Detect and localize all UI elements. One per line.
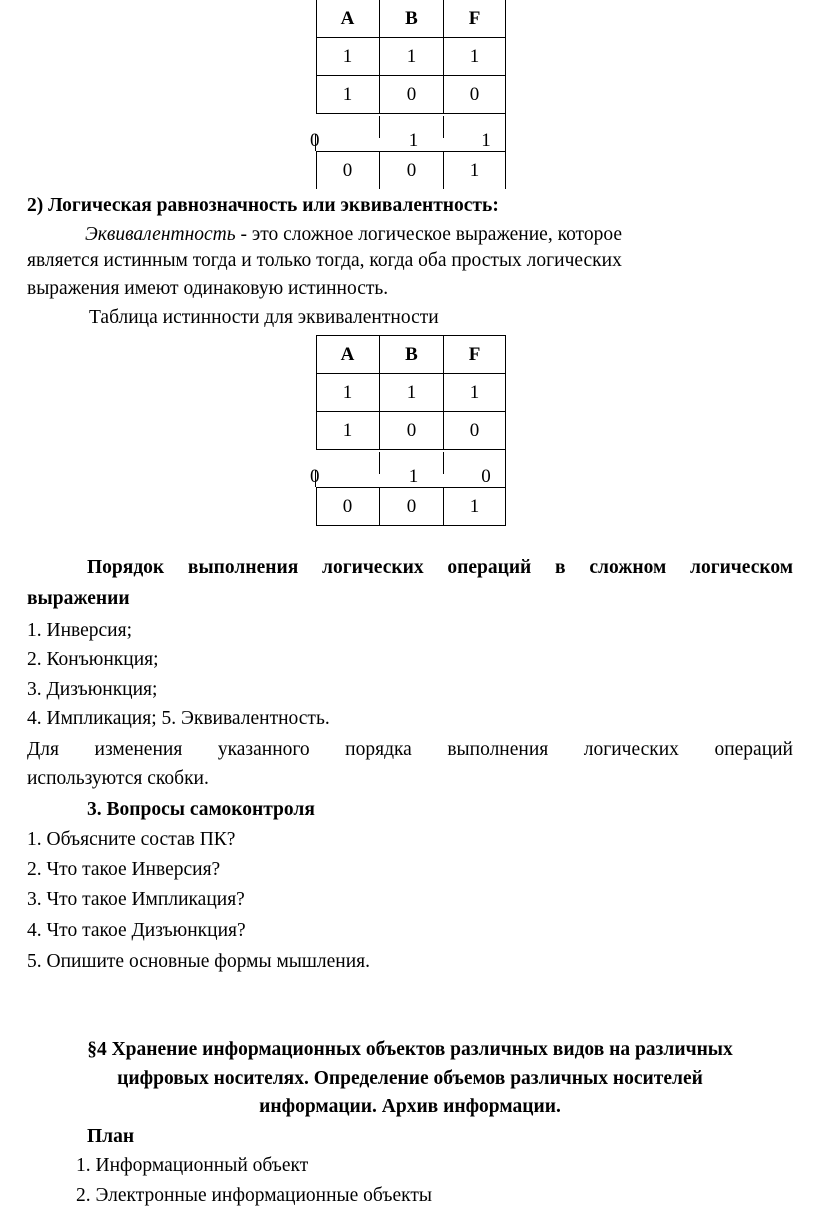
plan-label: План xyxy=(87,1126,135,1147)
list-item: 3. Что такое Импликация? xyxy=(27,889,245,910)
table-row xyxy=(310,114,506,152)
table-cell: 0 xyxy=(310,466,320,487)
list-item: 2. Что такое Инверсия? xyxy=(27,859,221,880)
table-cell: 0 xyxy=(310,130,320,151)
definition-term: Эквивалентность xyxy=(85,224,236,245)
header-cell-a: A xyxy=(340,8,355,29)
table-cell: 1 xyxy=(406,382,417,403)
table-cell: 1 xyxy=(342,46,353,67)
definition-line-1 xyxy=(27,222,793,248)
table-cell: 0 xyxy=(469,84,480,105)
table-cell: 0 xyxy=(342,160,353,181)
table-cell: 1 xyxy=(469,160,480,181)
table-cell: 1 xyxy=(342,382,353,403)
plan-item: 2. Электронные информационные объекты xyxy=(76,1185,432,1206)
list-item: 3. Дизъюнкция; xyxy=(27,679,158,700)
table-cell: 0 xyxy=(481,466,491,487)
order-heading-line-2: выражении xyxy=(27,588,130,609)
list-item: 1. Инверсия; xyxy=(27,620,132,641)
table-cell: 0 xyxy=(406,84,417,105)
order-note-line-2: используются скобки. xyxy=(27,768,209,789)
header-cell-b: B xyxy=(405,8,418,29)
section-4-title-line-1: §4 Хранение информационных объектов различных видов на различных xyxy=(87,1039,733,1060)
table-row xyxy=(316,76,506,114)
table-cell: 0 xyxy=(406,496,417,517)
truth-table-2 xyxy=(310,335,506,526)
table-header-row xyxy=(316,336,506,374)
table-row xyxy=(316,412,506,450)
table-cell: 0 xyxy=(342,496,353,517)
table-cell: 1 xyxy=(408,466,419,487)
header-cell-f: F xyxy=(468,344,481,365)
table-cell: 0 xyxy=(406,160,417,181)
table-cell: 1 xyxy=(481,130,491,151)
table-cell: 1 xyxy=(469,46,480,67)
section-heading-equivalence: 2) Логическая равнозначность или эквивалентность: xyxy=(27,195,499,216)
table-row xyxy=(316,374,506,412)
list-item: 2. Конъюнкция; xyxy=(27,649,159,670)
definition-line-3: выражения имеют одинаковую истинность. xyxy=(27,278,389,299)
table-header-row xyxy=(316,0,506,38)
header-cell-a: A xyxy=(340,344,355,365)
truth-table-1 xyxy=(310,0,506,189)
header-cell-f: F xyxy=(468,8,481,29)
list-item: 4. Импликация; 5. Эквивалентность. xyxy=(27,708,330,729)
table-cell: 1 xyxy=(406,46,417,67)
plan-item: 1. Информационный объект xyxy=(76,1155,309,1176)
table-cell: 1 xyxy=(342,84,353,105)
table-cell: 0 xyxy=(469,420,480,441)
order-note-line-1: Для изменения указанного порядка выполнения логических операций xyxy=(27,739,793,760)
table-cell: 1 xyxy=(469,496,480,517)
table-cell: 1 xyxy=(342,420,353,441)
section-4-title-line-3: информации. Архив информации. xyxy=(259,1096,561,1117)
list-item: 4. Что такое Дизъюнкция? xyxy=(27,920,246,941)
table-row xyxy=(316,488,506,526)
list-item: 1. Объясните состав ПК? xyxy=(27,829,236,850)
definition-text: - это сложное логическое выражение, которое xyxy=(235,224,622,245)
order-heading-line-1: Порядок выполнения логических операций в сложном логическом xyxy=(87,557,793,578)
table-caption: Таблица истинности для эквивалентности xyxy=(89,307,439,328)
selfcheck-heading: 3. Вопросы самоконтроля xyxy=(87,799,315,820)
table-row xyxy=(316,38,506,76)
table-row xyxy=(316,152,506,189)
table-cell: 1 xyxy=(469,382,480,403)
table-cell: 0 xyxy=(406,420,417,441)
section-4-title-line-2: цифровых носителях. Определение объемов различных носителей xyxy=(117,1068,703,1089)
table-cell: 1 xyxy=(408,130,419,151)
definition-line-2: является истинным тогда и только тогда, когда оба простых логических xyxy=(27,250,622,271)
list-item: 5. Опишите основные формы мышления. xyxy=(27,951,371,972)
header-cell-b: B xyxy=(405,344,418,365)
table-row xyxy=(310,450,506,488)
